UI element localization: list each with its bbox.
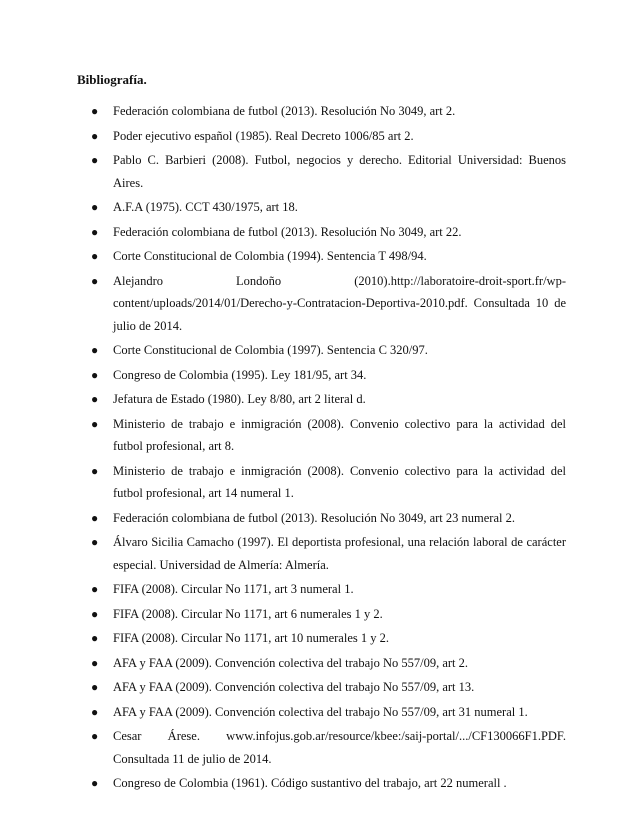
- bullet-icon: ●: [91, 153, 99, 167]
- bibliography-entry: [0, 149, 638, 194]
- entry-text: Federación colombiana de futbol (2013). Resolución No 3049, art 22.: [113, 224, 462, 239]
- entry-text: Ministerio de trabajo e inmigración (2008). Convenio colectivo para la actividad del futbol profesional, art 14 numeral 1.: [113, 463, 566, 500]
- bullet-icon: ●: [91, 631, 99, 645]
- bullet-icon: ●: [91, 510, 99, 525]
- bullet-icon: ●: [91, 704, 99, 719]
- bibliography-entry: [0, 339, 638, 362]
- bibliography-entry: [0, 221, 638, 244]
- entry-text: Pablo C. Barbieri (2008). Futbol, negocios y derecho. Editorial Universidad: Buenos Aires.: [113, 153, 566, 190]
- entry-text: Corte Constitucional de Colombia (1994). Sentencia T 498/94.: [113, 249, 427, 263]
- entry-text: AFA y FAA (2009). Convención colectiva del trabajo No 557/09, art 13.: [113, 680, 475, 694]
- bullet-icon: ●: [91, 200, 99, 214]
- bibliography-entry: [0, 125, 638, 148]
- bullet-icon: ●: [91, 367, 99, 382]
- bibliography-entry: [0, 603, 638, 626]
- bibliography-entry: [0, 507, 638, 530]
- bibliography-entry: [0, 772, 638, 795]
- bullet-icon: ●: [91, 535, 99, 549]
- bibliography-entry: [0, 100, 638, 123]
- entry-text: Poder ejecutivo español (1985). Real Decreto 1006/85 art 2.: [113, 128, 414, 143]
- entry-text: Federación colombiana de futbol (2013). Resolución No 3049, art 23 numeral 2.: [113, 510, 515, 525]
- bibliography-entry: [0, 531, 638, 576]
- bibliography-entry: [0, 676, 638, 699]
- bullet-icon: ●: [91, 416, 99, 431]
- bibliography-list: [0, 100, 638, 797]
- bullet-icon: ●: [91, 463, 99, 478]
- entry-text: AFA y FAA (2009). Convención colectiva del trabajo No 557/09, art 2.: [113, 655, 469, 670]
- bibliography-entry: [0, 413, 638, 458]
- bibliography-entry: [0, 578, 638, 601]
- bibliography-entry: [0, 701, 638, 724]
- bibliography-entry: [0, 364, 638, 387]
- bullet-icon: ●: [91, 249, 99, 263]
- bibliography-entry: [0, 245, 638, 268]
- bullet-icon: ●: [91, 582, 99, 596]
- entry-text: Federación colombiana de futbol (2013). Resolución No 3049, art 2.: [113, 104, 456, 118]
- entry-text: Jefatura de Estado (1980). Ley 8/80, art 2 literal d.: [113, 392, 366, 406]
- bibliography-entry: [0, 270, 638, 338]
- bullet-icon: ●: [91, 343, 99, 357]
- bibliography-entry: [0, 388, 638, 411]
- bibliography-entry: [0, 652, 638, 675]
- entry-text: Ministerio de trabajo e inmigración (2008). Convenio colectivo para la actividad del futbol profesional, art 8.: [113, 416, 566, 453]
- entry-text: Alejandro Londoño (2010).http://laboratoire-droit-sport.fr/wp-content/uploads/2014/01/Derecho-y-Contratacion-Deportiva-2010.pdf. Consultada 10 de julio de 2014.: [113, 273, 566, 333]
- entry-text: FIFA (2008). Circular No 1171, art 6 numerales 1 y 2.: [113, 606, 383, 621]
- bibliography-entry: [0, 196, 638, 219]
- bullet-icon: ●: [91, 128, 99, 143]
- entry-text: Álvaro Sicilia Camacho (1997). El deportista profesional, una relación laboral de carácter especial. Universidad de Almería: Almería.: [113, 535, 566, 572]
- bibliography-entry: [0, 725, 638, 770]
- entry-text: Congreso de Colombia (1995). Ley 181/95, art 34.: [113, 367, 367, 382]
- bullet-icon: ●: [91, 273, 99, 288]
- entry-text: FIFA (2008). Circular No 1171, art 3 numeral 1.: [113, 582, 354, 596]
- bibliography-heading: Bibliografía.: [77, 72, 147, 87]
- bullet-icon: ●: [91, 729, 99, 743]
- entry-text: A.F.A (1975). CCT 430/1975, art 18.: [113, 200, 298, 214]
- entry-text: Cesar Árese. www.infojus.gob.ar/resource/kbee:/saij-portal/.../CF130066F1.PDF. Consultada 11 de julio de 2014.: [113, 729, 566, 766]
- bullet-icon: ●: [91, 776, 99, 790]
- entry-text: Congreso de Colombia (1961). Código sustantivo del trabajo, art 22 numerall .: [113, 776, 507, 790]
- bullet-icon: ●: [91, 392, 99, 406]
- bullet-icon: ●: [91, 655, 99, 670]
- entry-text: Corte Constitucional de Colombia (1997). Sentencia C 320/97.: [113, 343, 428, 357]
- bibliography-entry: [0, 460, 638, 505]
- bullet-icon: ●: [91, 606, 99, 621]
- bullet-icon: ●: [91, 224, 99, 239]
- bibliography-entry: [0, 627, 638, 650]
- bullet-icon: ●: [91, 104, 99, 118]
- bullet-icon: ●: [91, 680, 99, 694]
- entry-text: FIFA (2008). Circular No 1171, art 10 numerales 1 y 2.: [113, 631, 389, 645]
- entry-text: AFA y FAA (2009). Convención colectiva del trabajo No 557/09, art 31 numeral 1.: [113, 704, 528, 719]
